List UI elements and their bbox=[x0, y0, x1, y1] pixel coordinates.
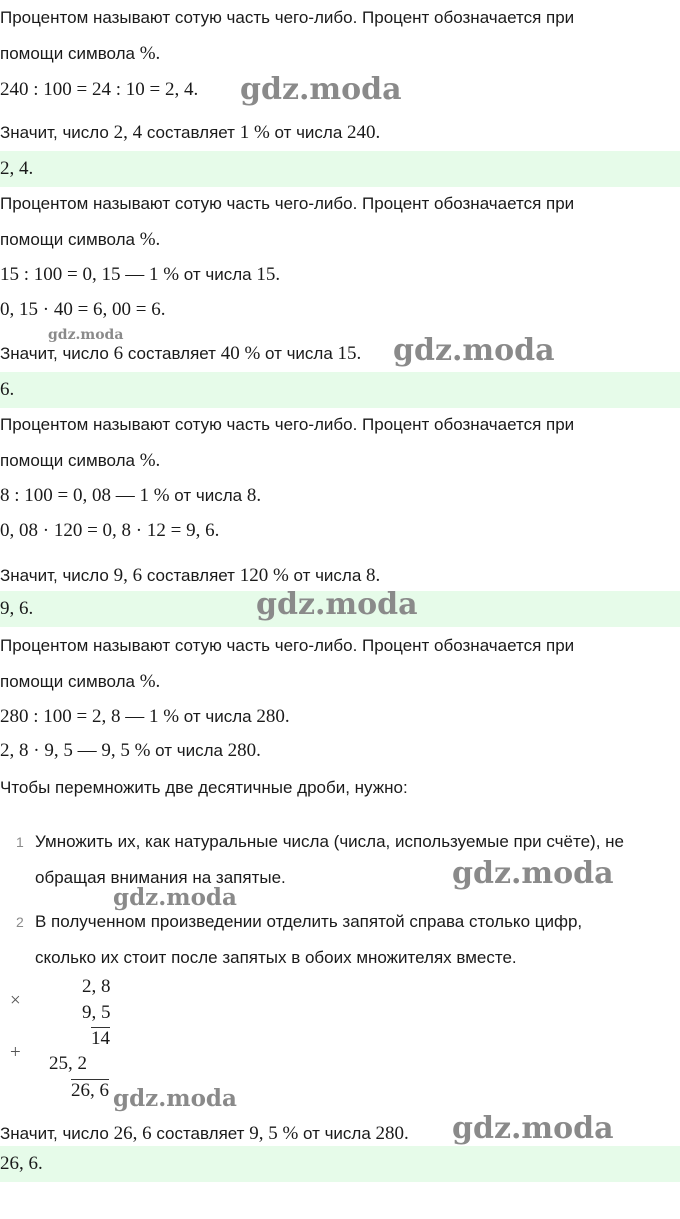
step-2-line1: В полученном произведении отделить запятой справа столько цифр, bbox=[35, 912, 583, 931]
step-number: 1 bbox=[16, 834, 24, 850]
column-result: 26, 6 bbox=[71, 1080, 109, 1101]
intro-line1: Процентом называют сотую часть чего-либо. Процент обозначается при bbox=[0, 194, 575, 213]
watermark: gdz.moda bbox=[256, 587, 418, 622]
intro-line1: Процентом называют сотую часть чего-либо. Процент обозначается при bbox=[0, 415, 575, 434]
partial-product-2: 25, 2 bbox=[49, 1053, 87, 1074]
watermark: gdz.moda bbox=[113, 884, 237, 911]
answer-box: 9, 6. bbox=[0, 591, 680, 627]
intro-line1: Процентом называют сотую часть чего-либо. Процент обозначается при bbox=[0, 8, 575, 27]
calc-line: 15 : 100 = 0, 15 — 1 % от числа 15. bbox=[0, 264, 281, 285]
watermark: gdz.moda bbox=[452, 1111, 614, 1146]
watermark: gdz.moda bbox=[113, 1085, 237, 1112]
factor-2: 9, 5 bbox=[82, 1002, 111, 1023]
step-1-line2: обращая внимания на запятые. bbox=[35, 868, 286, 887]
watermark: gdz.moda bbox=[48, 327, 124, 343]
intro-line2: помощи символа %. bbox=[0, 671, 161, 692]
intro-line2: помощи символа %. bbox=[0, 229, 161, 250]
conclusion: Значит, число 2, 4 составляет 1 % от числа 240. bbox=[0, 122, 381, 143]
conclusion: Значит, число 6 составляет 40 % от числа 15. bbox=[0, 343, 362, 364]
calc-line-2: 2, 8 · 9, 5 — 9, 5 % от числа 280. bbox=[0, 740, 261, 761]
watermark: gdz.moda bbox=[393, 333, 555, 368]
intro-line2: помощи символа %. bbox=[0, 43, 161, 64]
watermark: gdz.moda bbox=[240, 72, 402, 107]
calc-line: 8 : 100 = 0, 08 — 1 % от числа 8. bbox=[0, 485, 262, 506]
answer-box: 6. bbox=[0, 372, 680, 408]
intro-line1: Процентом называют сотую часть чего-либо. Процент обозначается при bbox=[0, 636, 575, 655]
plus-sign: + bbox=[10, 1042, 21, 1063]
rule-intro: Чтобы перемножить две десятичные дроби, нужно: bbox=[0, 778, 408, 797]
calc-line-2: 0, 08 · 120 = 0, 8 · 12 = 9, 6. bbox=[0, 520, 220, 541]
answer-box: 2, 4. bbox=[0, 151, 680, 187]
times-sign: × bbox=[10, 990, 21, 1011]
calc-line: 240 : 100 = 24 : 10 = 2, 4. bbox=[0, 79, 199, 100]
intro-line2: помощи символа %. bbox=[0, 450, 161, 471]
watermark: gdz.moda bbox=[452, 856, 614, 891]
answer-box: 26, 6. bbox=[0, 1146, 680, 1182]
conclusion: Значит, число 9, 6 составляет 120 % от числа 8. bbox=[0, 565, 381, 586]
step-2-line2: сколько их стоит после запятых в обоих множителях вместе. bbox=[35, 948, 517, 967]
conclusion: Значит, число 26, 6 составляет 9, 5 % от числа 280. bbox=[0, 1123, 409, 1144]
step-1-line1: Умножить их, как натуральные числа (числа, используемые при счёте), не bbox=[35, 832, 624, 851]
calc-line-2: 0, 15 · 40 = 6, 00 = 6. bbox=[0, 299, 166, 320]
calc-line: 280 : 100 = 2, 8 — 1 % от числа 280. bbox=[0, 706, 290, 727]
step-number: 2 bbox=[16, 914, 24, 930]
partial-product-1: 14 bbox=[91, 1028, 110, 1049]
factor-1: 2, 8 bbox=[82, 976, 111, 997]
